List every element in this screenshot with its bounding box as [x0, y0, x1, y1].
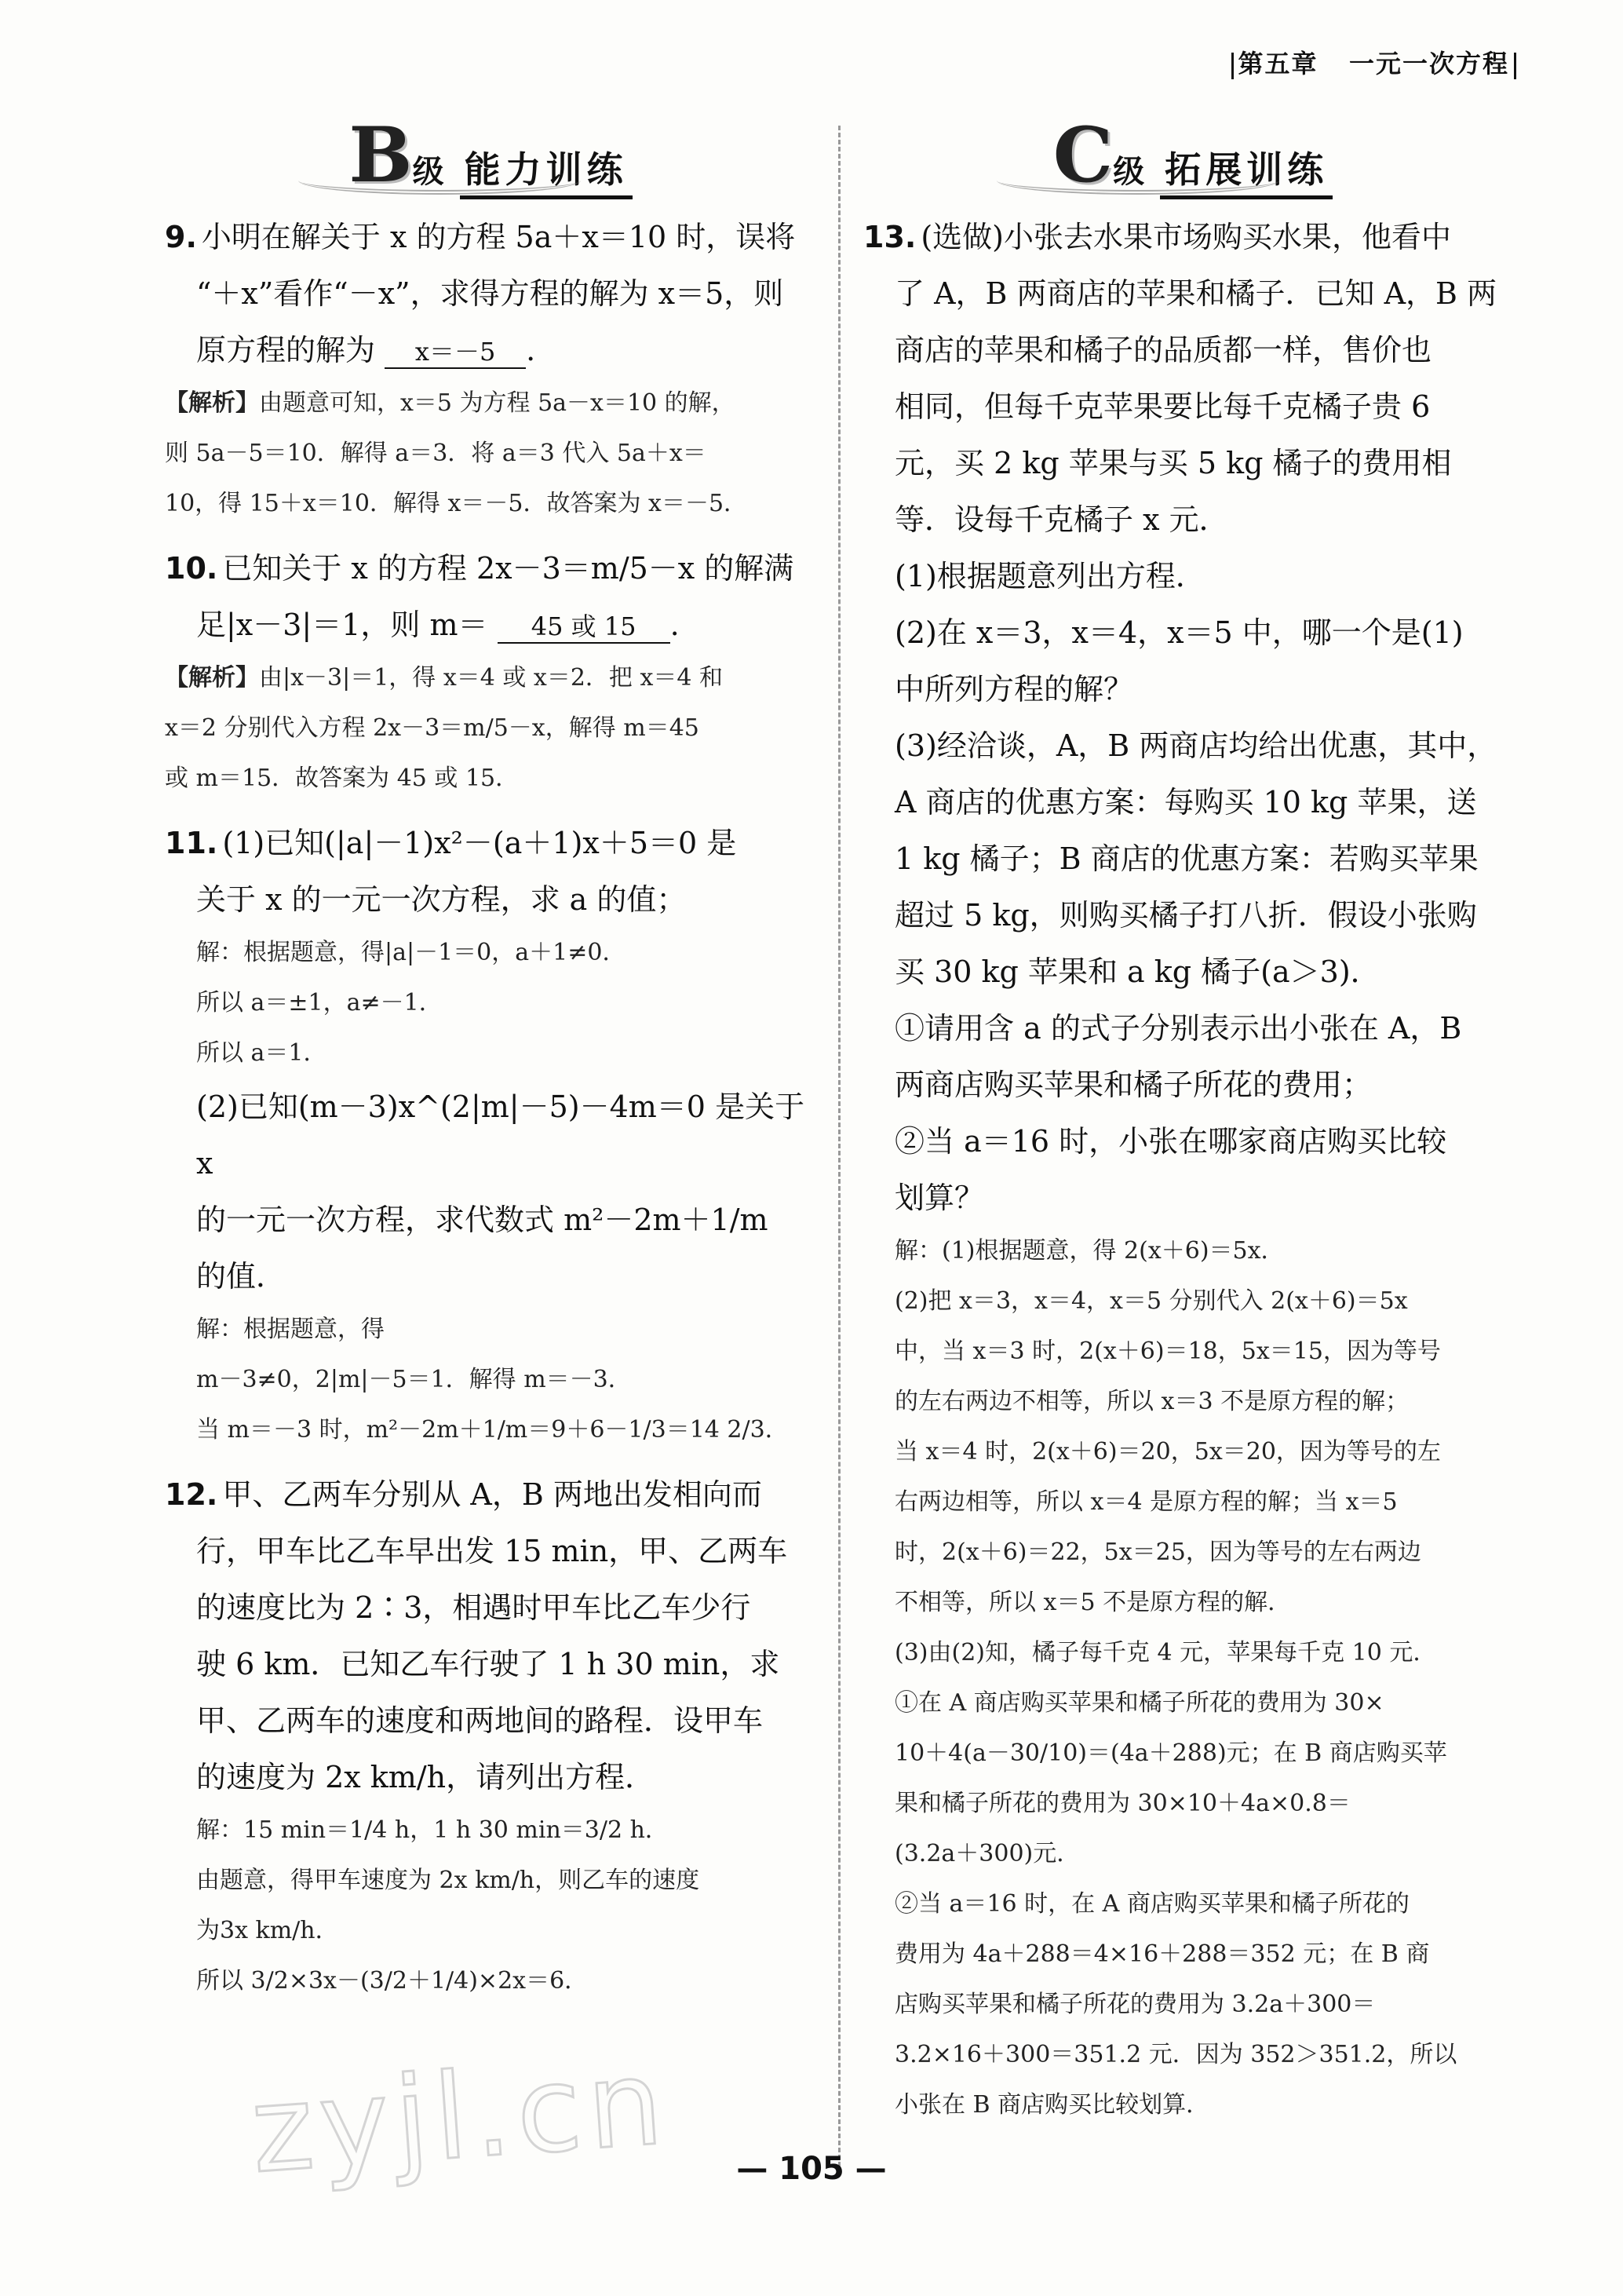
header-chapter: 第五章: [1238, 49, 1318, 78]
q12-solution-line: 为3x km/h．: [196, 1917, 339, 1944]
q13-solution-line: 不相等，所以 x＝5 不是原方程的解．: [895, 1589, 1292, 1616]
section-c-letter: C: [1052, 111, 1114, 199]
q10-solution: [165, 653, 816, 703]
q10-tag: 【解析】: [165, 664, 259, 692]
q13-solution-line: 的左右两边不相等，所以 x＝3 不是原方程的解；: [895, 1388, 1410, 1415]
section-b-title: [165, 111, 816, 204]
q12-line: 的速度为 2x km/h，请列出方程．: [196, 1760, 655, 1794]
q13-line: 相同，但每千克苹果要比每千克橘子贵 6: [895, 389, 1431, 424]
q13-number: 13.: [863, 220, 917, 254]
q13-solution-line: (3)由(2)知，橘子每千克 4 元，苹果每千克 10 元．: [895, 1639, 1437, 1666]
q9-solution-line: 10，得 15＋x＝10．解得 x＝－5．故答案为 x＝－5．: [165, 490, 748, 517]
q12-line: [165, 1466, 816, 1523]
title-swirl-decoration: [997, 166, 1279, 195]
q13-solution-line: 时，2(x＋6)＝22，5x＝25，因为等号的左右两边: [895, 1539, 1421, 1566]
q9-answer: x＝－5: [385, 336, 526, 369]
q10-line: [165, 540, 816, 597]
header-bar: [1514, 53, 1516, 79]
q13-solution-line: 费用为 4a＋288＝4×16＋288＝352 元；在 B 商: [895, 1940, 1430, 1968]
q10-line: [165, 597, 816, 653]
q13-text: (选做)小张去水果市场购买水果，他看中: [921, 220, 1451, 254]
q13-line: 划算？: [895, 1181, 985, 1215]
q13-line: 买 30 kg 苹果和 a kg 橘子(a＞3)．: [895, 955, 1380, 989]
q12-line: 的速度比为 2∶3，相遇时甲车比乙车少行: [196, 1590, 751, 1625]
q9-text: 小明在解关于 x 的方程 5a＋x＝10 时，误将: [201, 220, 796, 254]
left-column: [165, 111, 816, 2017]
q13-solution-line: 当 x＝4 时，2(x＋6)＝20，5x＝20，因为等号的左: [895, 1438, 1441, 1466]
q11-number: 11.: [165, 826, 218, 860]
q13-line: 1 kg 橘子；B 商店的优惠方案：若购买苹果: [895, 841, 1479, 876]
section-c-title: [863, 111, 1523, 204]
question-12: [165, 1466, 816, 2006]
q13-line: ②当 a＝16 时，小张在哪家商店购买比较: [895, 1124, 1447, 1159]
q13-solution-line: ②当 a＝16 时，在 A 商店购买苹果和橘子所花的: [895, 1890, 1410, 1918]
section-b-text: 能力训练: [460, 148, 633, 199]
q11-solution-line: 所以 a＝1．: [196, 1039, 327, 1067]
q11-solution-line: 解：根据题意，得: [196, 1316, 385, 1343]
column-divider: [838, 126, 841, 2166]
q12-line: 驶 6 km．已知乙车行驶了 1 h 30 min，求: [196, 1647, 780, 1681]
q12-solution-line: 所以 3/2×3x－(3/2＋1/4)×2x＝6．: [196, 1967, 589, 1995]
q9-line: [165, 322, 816, 378]
q12-solution-line: 解：15 min＝1/4 h，1 h 30 min＝3/2 h．: [196, 1816, 669, 1844]
q11-solution-line: 所以 a＝±1，a≠－1．: [196, 989, 443, 1017]
q10-number: 10.: [165, 551, 218, 586]
q11-line: 的一元一次方程，求代数式 m²－2m＋1/m: [196, 1203, 768, 1237]
q13-solution-line: 10＋4(a－30/10)＝(4a＋288)元；在 B 商店购买苹: [895, 1739, 1447, 1767]
q13-solution-line: 店购买苹果和橘子所花的费用为 3.2a＋300＝: [895, 1991, 1376, 2018]
q13-solution-line: (2)把 x＝3，x＝4，x＝5 分别代入 2(x＋6)＝5x: [895, 1287, 1408, 1315]
q9-prefix: 原方程的解为: [196, 333, 376, 367]
q9-number: 9.: [165, 220, 197, 254]
q11-solution-line: 当 m＝－3 时，m²－2m＋1/m＝9＋6－1/3＝14 2/3．: [196, 1416, 789, 1444]
q13-line: 了 A，B 两商店的苹果和橘子．已知 A，B 两: [895, 276, 1497, 311]
question-9: [165, 209, 816, 529]
q13-line: 元，买 2 kg 苹果与买 5 kg 橘子的费用相: [895, 446, 1452, 480]
section-c-text: 拓展训练: [1160, 148, 1333, 199]
right-column: [863, 111, 1523, 2141]
q11-solution-line: m－3≠0，2|m|－5＝1．解得 m＝－3．: [196, 1366, 632, 1393]
section-b-letter: B: [348, 111, 413, 199]
q10-solution-line: 或 m＝15．故答案为 45 或 15．: [165, 765, 520, 792]
q13-line: 商店的苹果和橘子的品质都一样，售价也: [895, 333, 1432, 367]
q10-sol-text: 由|x－3|＝1，得 x＝4 或 x＝2．把 x＝4 和: [259, 664, 724, 692]
question-10: [165, 540, 816, 804]
question-13: [863, 209, 1523, 2130]
q13-line: (2)在 x＝3，x＝4，x＝5 中，哪一个是(1): [895, 615, 1464, 650]
q9-sol-text: 由题意可知，x＝5 为方程 5a－x＝10 的解，: [259, 389, 735, 417]
q11-line: 的值．: [196, 1259, 286, 1294]
q13-line: A 商店的优惠方案：每购买 10 kg 苹果，送: [895, 785, 1477, 819]
q9-solution: [165, 378, 816, 429]
q9-tag: 【解析】: [165, 389, 259, 417]
q11-text: (1)已知(|a|－1)x²－(a＋1)x＋5＝0 是: [222, 826, 737, 860]
q9-suffix: .: [526, 333, 536, 367]
q10-suffix: .: [669, 608, 680, 642]
q12-solution-line: 由题意，得甲车速度为 2x km/h，则乙车的速度: [196, 1867, 700, 1894]
q9-solution-line: 则 5a－5＝10．解得 a＝3．将 a＝3 代入 5a＋x＝: [165, 440, 706, 467]
q13-solution-line: 果和橘子所花的费用为 30×10＋4a×0.8＝: [895, 1790, 1351, 1817]
q11-solution-line: 解：根据题意，得|a|－1＝0，a＋1≠0．: [196, 939, 626, 966]
q10-prefix: 足|x－3|＝1，则 m＝: [196, 608, 488, 642]
q13-solution-line: ①在 A 商店购买苹果和橘子所花的费用为 30×: [895, 1689, 1384, 1717]
q13-line: [863, 209, 1523, 265]
q12-number: 12.: [165, 1477, 218, 1512]
title-swirl-decoration: [298, 166, 581, 195]
q12-line: 行，甲车比乙车早出发 15 min，甲、乙两车: [196, 1534, 788, 1568]
q10-text: 已知关于 x 的方程 2x－3＝m/5－x 的解满: [222, 551, 794, 586]
q13-solution-line: 小张在 B 商店购买比较划算．: [895, 2091, 1210, 2119]
q11-line: (2)已知(m－3)x^(2|m|－5)－4m＝0 是关于 x: [196, 1090, 805, 1181]
q9-line: [165, 209, 816, 265]
q13-line: 超过 5 kg，则购买橘子打八折．假设小张购: [895, 898, 1477, 933]
q9-line: “＋x”看作“－x”，求得方程的解为 x＝5，则: [196, 276, 784, 311]
question-11: [165, 815, 816, 1455]
q10-answer: 45 或 15: [498, 611, 670, 644]
q13-solution-line: 中，当 x＝3 时，2(x＋6)＝18，5x＝15，因为等号: [895, 1338, 1441, 1365]
header-topic: 一元一次方程: [1348, 49, 1509, 78]
watermark: zyjl.cn: [246, 2034, 673, 2200]
q11-line: [165, 815, 816, 871]
q13-solution-line: 解：(1)根据题意，得 2(x＋6)＝5x．: [895, 1237, 1285, 1265]
q13-solution-line: (3.2a＋300)元．: [895, 1840, 1081, 1867]
q13-solution-line: 右两边相等，所以 x＝4 是原方程的解；当 x＝5: [895, 1488, 1398, 1516]
header-bar: [1231, 53, 1234, 79]
q10-solution-line: x＝2 分别代入方程 2x－3＝m/5－x，解得 m＝45: [165, 714, 699, 742]
q13-line: ①请用含 a 的式子分别表示出小张在 A，B: [895, 1011, 1462, 1046]
page-number: — 105 —: [736, 2151, 887, 2187]
q13-line: 中所列方程的解？: [895, 672, 1134, 706]
q13-line: 等．设每千克橘子 x 元．: [895, 502, 1229, 537]
q13-line: (3)经洽谈，A，B 两商店均给出优惠，其中，: [895, 728, 1497, 763]
q13-line: (1)根据题意列出方程．: [895, 559, 1205, 593]
q12-line: 甲、乙两车的速度和两地间的路程．设甲车: [196, 1703, 764, 1738]
section-c-level: 级: [1113, 153, 1145, 190]
q13-solution-line: 3.2×16＋300＝351.2 元．因为 352＞351.2，所以: [895, 2041, 1457, 2068]
q12-text: 甲、乙两车分别从 A，B 两地出发相向而: [222, 1477, 762, 1512]
section-b-level: 级: [412, 153, 444, 190]
running-header: [1227, 44, 1521, 80]
q11-line: 关于 x 的一元一次方程，求 a 的值；: [196, 882, 687, 917]
q13-line: 两商店购买苹果和橘子所花的费用；: [895, 1068, 1373, 1102]
